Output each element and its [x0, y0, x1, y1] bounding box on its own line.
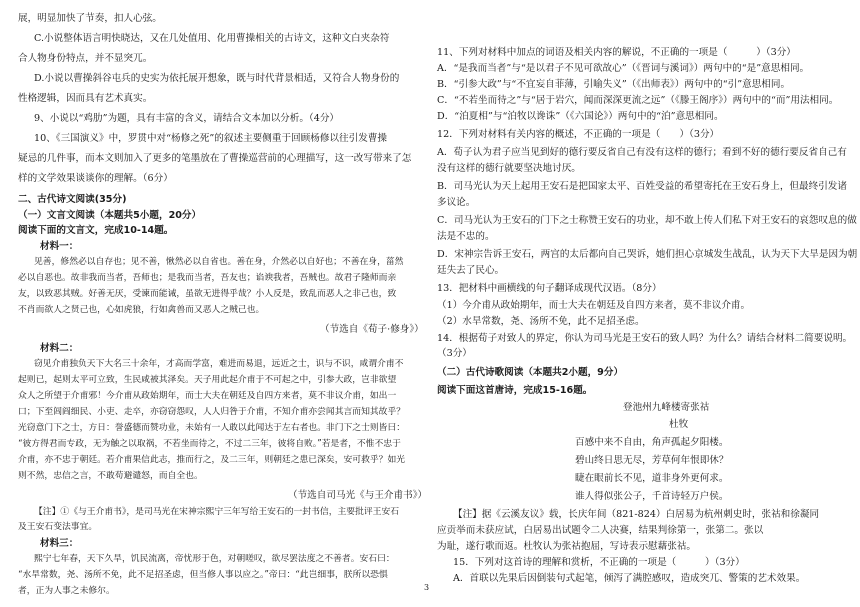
left-text-line: 合人物身份特点，并不显突兀。 [18, 53, 153, 64]
right-text-line: 廷失去了民心。 [437, 265, 505, 276]
right-text-line: （1）今介甫从政始期年，而士大夫在朝廷及自四方来者，莫不非议介甫。 [437, 300, 751, 311]
right-text-line: 阅读下面这首唐诗，完成15-16题。 [437, 385, 593, 396]
page-number: 3 [424, 583, 430, 592]
left-text-line: 介甫，亦不忠于朝廷。若介甫果信此志，推而行之，及二三年，则朝廷之患已深矣，安可救乎？如光 [18, 455, 406, 465]
left-text-line: 熙宁七年春，天下久旱，饥民流离，帝忧形于色，对朝嗟叹，欲尽罢法度之不善者。安石曰： [34, 554, 395, 564]
right-text-line: D．“泊夏相”与“泊牧以谗诛”（《六国论》）两句中的“泊”意思相同。 [437, 111, 724, 122]
right-text-line: B．司马光认为天上起用王安石是把国家太平、百姓受益的希望寄托在王安石身上，但最终引发诸 [437, 181, 847, 192]
left-text-line: 【注】①《与王介甫书》，是司马光在宋神宗熙宁三年写给王安石的一封书信，主要批评王安石 [34, 507, 400, 517]
right-text-line: 13．把材料中画横线的句子翻译成现代汉语。（8分） [437, 283, 662, 294]
right-text-line: 12．下列对材料有关内容的概述，不正确的一项是（ ）（3分） [437, 129, 720, 140]
right-text-line: （2）水旱常数，尧、汤所不免，此不足招圣虑。 [437, 316, 645, 327]
left-text-line: 者，正为人事之未修尔。 [18, 586, 115, 596]
left-text-line: 9、小说以“鸡肋”为题，具有丰富的含义，请结合文本加以分析。（4分） [34, 113, 340, 124]
right-text-line: （二）古代诗歌阅读（本题共2小题，9分） [437, 367, 624, 378]
right-text-line: 法是不忠的。 [437, 231, 495, 242]
left-text-line: 性格逻辑，因而具有艺术真实。 [18, 93, 153, 104]
right-text-line: 为耻，遂行歌而返。杜牧认为张祜抱屈，写诗表示慰藉张祜。 [437, 541, 697, 552]
right-text-line: 百感中来不自由，角声孤起夕阳楼。 [575, 437, 729, 448]
right-text-line: C．司马光认为王安石的门下之士称赞王安石的功业，却不敢上传人们私下对王安石的哀怨叹息的做 [437, 215, 857, 226]
right-text-line: 应贡举而未获应试，白居易出试题令二人决赛，结果判徐第一，张第二。张以 [437, 525, 764, 536]
left-text-line: “彼方得君而专政，无为触之以取祸，不若坐而待之，不过二三年，彼将自败。”若是者，不惟不忠于 [18, 439, 401, 449]
right-text-line: A．首联以先果后因倒装句式起笔，倾泻了满腔感叹，造成突兀、警策的艺术效果。 [453, 573, 806, 584]
right-text-line: 睫在眼前长不见，道非身外更何求。 [575, 473, 729, 484]
right-text-line: B．“引参大政”与“不宜妄自菲薄，引喻失义”（《出师表》）两句中的“引”意思相同。 [437, 79, 791, 90]
right-text-line: 11、下列对材料中加点的词语及相关内容的解说，不正确的一项是（ ）（3分） [437, 47, 796, 58]
left-text-line: （节选自《荀子·修身》） [320, 324, 424, 335]
left-text-line: 众人之所望于介甫邪！今介甫从政始期年，而士大夫在朝廷及自四方来者，莫不非议介甫，如出一 [18, 391, 397, 401]
right-text-line: A．荀子认为君子应当见到好的德行要反省自己有没有这样的德行；看到不好的德行要反省自己有 [437, 147, 847, 158]
left-text-line: 阅读下面的文言文，完成10-14题。 [18, 225, 174, 236]
left-text-line: 样的文学效果谈谈你的理解。（6分） [18, 173, 173, 184]
left-text-line: 材料二： [40, 343, 79, 354]
right-text-line: C．“不若坐而待之”与“居于岩穴，闻而深深更流之远”（《滕王阁序》）两句中的“而”用法相同。 [437, 95, 839, 106]
right-text-line: A．“是我而当者”与“是以君子不见可欲故心”（《晋词与溪词》）两句中的“是”意思相同。 [437, 63, 810, 74]
left-text-line: 光窃意门下之士，方日：誉盛德而赞功业，未始有一人敢以此闻达于左右者也。非门下之士则皆曰： [18, 423, 406, 433]
right-text-line: D．宋神宗告诉王安石，两宫的太后都向自己哭诉，她们担心京城发生战乱，认为天下大旱是因为朝 [437, 249, 858, 260]
right-text-line: 杜牧 [669, 419, 689, 430]
right-text-line: 碧山终日思无尽，芳草何年恨即休？ [575, 455, 729, 466]
left-text-line: “水旱常数，尧、汤所不免，此不足招圣虑，但当修人事以应之。”帝曰：“此岂细事，朕所以恐惧 [18, 570, 388, 580]
right-text-line: 15．下列对这首诗的理解和赏析，不正确的一项是（ ）（3分） [453, 557, 745, 568]
left-text-line: 疑忌的几件事，而本文则加入了更多的笔墨放在了曹操巡营前的心理描写，这一改写带来了怎 [18, 153, 412, 164]
left-text-line: 则不然，忠信之言，不敢苟避谴怒，而自全也。 [18, 471, 203, 481]
right-text-line: 14．根据荀子对致人的界定，你认为司马光是王安石的致人吗？为什么？请结合材料二简要说明。 [437, 333, 853, 344]
left-text-line: 必以自恶也。故非我而当者，吾师也；是我而当者，吾友也；谄谀我者，吾贼也。故君子隆师而亲 [18, 273, 397, 283]
right-text-line: 登池州九峰楼寄张祜 [623, 402, 710, 413]
left-text-line: 起则已，起则太平可立致，生民咸被其泽矣。天子用此起介甫于不可起之中，引参大政，岂非欲望 [18, 375, 397, 385]
left-text-line: 口；下至闾阎细民、小吏、走卒，亦窃窃怨叹，人人归咎于介甫，不知介甫亦尝闻其言而知其故乎？ [18, 407, 406, 417]
right-text-line: （3分） [437, 348, 472, 359]
right-text-line: 谁人得似张公子，千首诗轻万户侯。 [575, 491, 729, 502]
left-text-line: （节选自司马光《与王介甫书》） [288, 490, 428, 501]
left-text-line: 展，明显加快了节奏，扣人心弦。 [18, 13, 162, 24]
left-text-line: 二、古代诗文阅读(35分) [18, 194, 127, 205]
right-text-line: 【注】据《云溪友议》载，长庆年间（821-824）白居易为杭州刺史时，张祜和徐凝同 [453, 509, 820, 520]
left-text-line: C.小说整体语言明快晓达，又在几处值用、化用曹操相关的古诗文，这种文白夹杂符 [34, 33, 390, 44]
left-text-line: 10、《三国演义》中，罗贯中对“杨修之死”的叙述主要侧重于回顾杨修以往引发曹操 [34, 133, 387, 144]
right-text-line: 没有这样的德行就要坚决地讨厌。 [437, 163, 581, 174]
left-text-line: 材料三： [40, 538, 79, 549]
left-text-line: 不肖而欲人之贤己也，心如虎狼，行如禽兽而又恶人之贼己也。 [18, 305, 265, 315]
right-text-line: 多议论。 [437, 197, 476, 208]
left-text-line: 窃见介甫独负天下大名三十余年，才高而学富，难进而易退，远近之士，识与不识，咸谓介甫不 [34, 359, 404, 369]
left-text-line: 材料一： [40, 241, 79, 252]
left-text-line: 见善，修然必以自存也；见不善，愀然必以自省也。善在身，介然必以自好也；不善在身，菑然 [34, 257, 404, 267]
left-text-line: D.小说以曹操斜谷屯兵的史实为依托展开想象，既与时代背景相适，又符合人物身份的 [34, 73, 400, 84]
left-text-line: 友，以致恶其贼。好善无厌，受谏而能诫，虽欲无进得乎哉？小人反是，致乱而恶人之非己也，致 [18, 289, 397, 299]
left-text-line: 及王安石变法事宜。 [18, 522, 98, 532]
left-text-line: （一）文言文阅读（本题共5小题，20分） [18, 210, 202, 221]
